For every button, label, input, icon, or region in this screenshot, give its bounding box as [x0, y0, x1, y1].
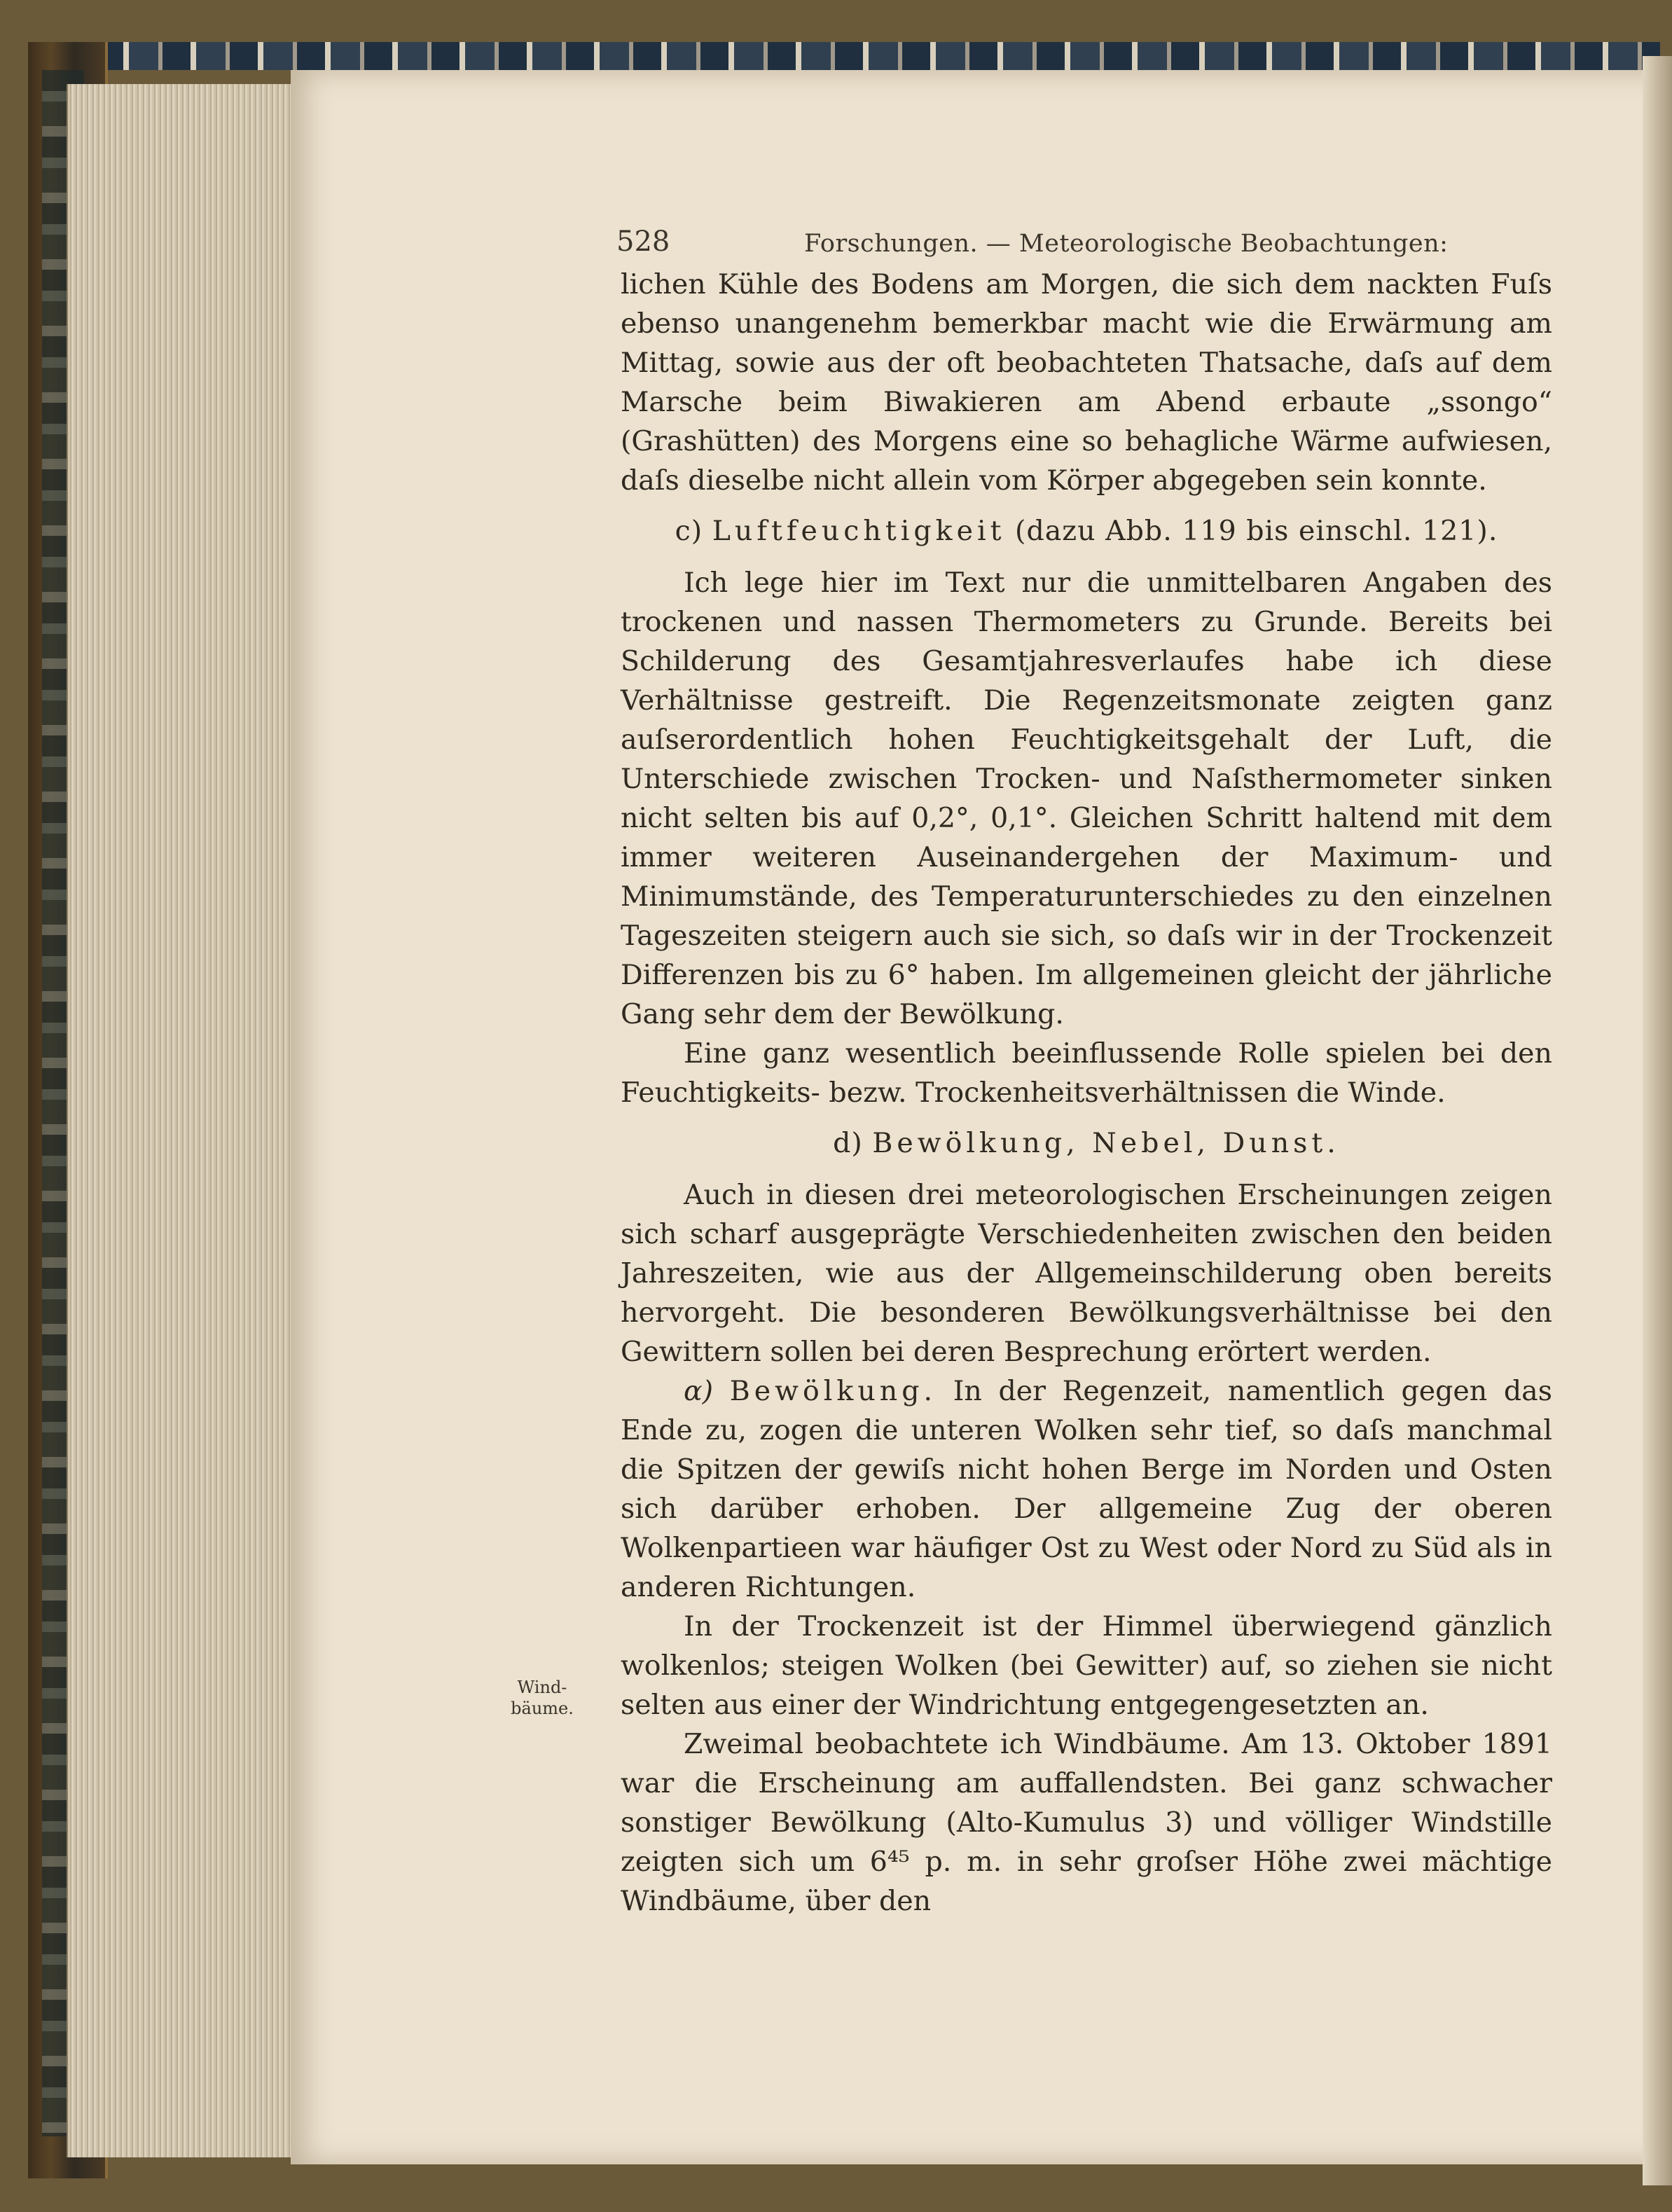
page-right-edge [1643, 56, 1672, 2185]
paragraph-3: Eine ganz wesentlich beeinflussende Rolle spielen bei den Feuchtigkeits- bezw. Trockenheitsverhältnissen die Winde. [621, 1037, 1552, 1109]
margin-note-line2: bäume. [511, 1699, 574, 1718]
running-header [616, 226, 1527, 268]
running-title: Forschungen. — Meteorologische Beobachtungen: [804, 230, 1449, 258]
heading-d-spaced: Bewölkung, Nebel, Dunst. [872, 1127, 1340, 1159]
paragraph-5-label: α) [684, 1375, 730, 1407]
paragraph-4: Auch in diesen drei meteorologischen Erscheinungen zeigen sich scharf ausgeprägte Verschiedenheiten zwischen den beiden Jahreszeiten, wie aus der Allgemeinschilderung oben bereits hervorgeht. Die besonderen Bewölkungsverhältnisse bei den Gewittern sollen bei deren Besprechung erörtert werden. [621, 1179, 1552, 1368]
paragraph-6: In der Trockenzeit ist der Himmel überwiegend gänzlich wolkenlos; steigen Wolken (bei Gewitter) auf, so ziehen sie nicht selten aus einer der Windrichtung entgegengesetzten an. [621, 1610, 1552, 1721]
heading-d-label: d) [833, 1127, 873, 1159]
margin-note-line1: Wind- [517, 1678, 567, 1697]
book-top-edge [28, 42, 1660, 70]
heading-c-rest: (dazu Abb. 119 bis einschl. 121). [1005, 515, 1498, 547]
heading-c-label: c) [675, 515, 712, 547]
heading-c [621, 511, 1552, 551]
paragraph-2: Ich lege hier im Text nur die unmittelbaren Angaben des trockenen und nassen Thermometers zu Grunde. Bereits bei Schilderung des Gesamtjahresverlaufes habe ich diese Verhältnisse gestreift. Die Regenzeitsmonate zeigten ganz auſserordentlich hohen Feuchtigkeitsgehalt der Luft, die Unterschiede zwischen Trocken- und Naſsthermometer sinken nicht selten bis auf 0,2°, 0,1°. Gleichen Schritt haltend mit dem immer weiteren Auseinandergehen der Maximum- und Minimumstände, des Temperaturunterschiedes zu den einzelnen Tageszeiten steigern auch sie sich, so daſs wir in der Trockenzeit Differenzen bis zu 6° haben. Im allgemeinen gleicht der jährliche Gang sehr dem der Bewölkung. [621, 567, 1552, 1030]
page-number: 528 [616, 226, 670, 258]
heading-c-spaced: Luftfeuchtigkeit [712, 515, 1006, 547]
heading-d [621, 1124, 1552, 1163]
paragraph-5-rest: In der Regenzeit, namentlich gegen das Ende zu, zogen die unteren Wolken sehr tief, so daſs manchmal die Spitzen der gewiſs nicht hohen Berge im Norden und Osten sich darüber erhoben. Der allgemeine Zug der oberen Wolkenpartieen war häufiger Ost zu West oder Nord zu Süd als in anderen Richtungen. [621, 1375, 1553, 1603]
paragraph-7: Zweimal beobachtete ich Windbäume. Am 13. Oktober 1891 war die Erscheinung am auffallendsten. Bei ganz schwacher sonstiger Bewölkung (Alto-Kumulus 3) und völliger Windstille zeigten sich um 6⁴⁵ p. m. in sehr groſser Höhe zwei mächtige Windbäume, über den [621, 1728, 1552, 1917]
paragraph-5-spaced: Bewölkung. [729, 1375, 937, 1407]
page-edges [67, 84, 292, 2157]
paragraph-1: lichen Kühle des Bodens am Morgen, die sich dem nackten Fuſs ebenso unangenehm bemerkbar macht wie die Erwärmung am Mittag, sowie aus der oft beobachteten Thatsache, daſs auf dem Marsche beim Biwakieren am Abend erbaute „ssongo“ (Grashütten) des Morgens eine so behagliche Wärme aufwiesen, daſs dieselbe nicht allein vom Körper abgegeben sein konnte. [621, 268, 1552, 497]
margin-note [500, 1677, 584, 1719]
paragraph-5 [621, 1371, 1552, 1607]
body-text [621, 265, 1552, 1921]
